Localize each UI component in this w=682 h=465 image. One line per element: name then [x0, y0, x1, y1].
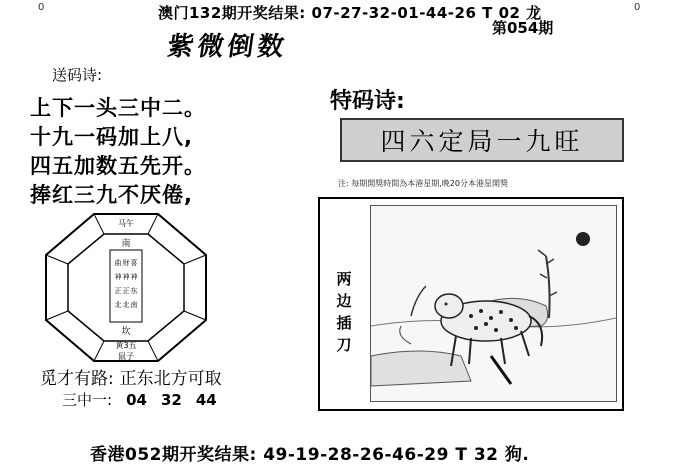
number-cell: 32	[160, 391, 182, 409]
poem-line: 上下一头三中二。	[30, 96, 206, 120]
bagua-center-bottom: 坎	[121, 327, 131, 337]
three-mid-one	[62, 389, 217, 410]
hint-line	[40, 364, 222, 389]
poem-label: 送码诗:	[52, 66, 103, 84]
bagua-bottom-outer: 鼠子	[118, 352, 134, 361]
hint-text: 正东北方可取	[119, 369, 222, 389]
illustration	[370, 205, 617, 402]
poem-line: 四五加数五先开。	[30, 154, 206, 178]
three-mid-one-label: 三中一:	[62, 391, 113, 409]
special-box: 四六定局一九旺	[340, 118, 624, 162]
bagua-diagram	[36, 210, 216, 365]
bagua-center-line: 财神正北	[122, 259, 130, 309]
special-label: 特码诗:	[330, 89, 405, 114]
page-title: 紫微倒数	[165, 32, 290, 62]
side-text-chars: 两 边 插 刀	[336, 270, 352, 354]
corner-mark-left: 0	[38, 2, 45, 13]
bagua-center-line: 喜神东南	[130, 259, 138, 309]
issue-number: 第054期	[492, 19, 554, 37]
hk-result: 香港052期开奖结果: 49-19-28-26-46-29 T 32 狗.	[90, 445, 530, 465]
hint-prefix: 觅才有路:	[40, 369, 114, 389]
macau-result: 澳门132期开奖结果: 07-27-32-01-44-26 T 02 龙	[158, 4, 542, 22]
picture-side-text	[334, 268, 354, 356]
number-cell: 04	[126, 391, 147, 409]
number-cell: 44	[195, 391, 217, 409]
corner-mark-right: 0	[634, 2, 641, 13]
leopard-illustration	[371, 206, 616, 401]
draw-note: 注: 每期開獎時間為本港星期,晚20分本港星開獎	[338, 179, 508, 188]
bagua-top-outer: 马午	[118, 219, 134, 228]
bagua-bottom-label: 黄3五	[115, 341, 137, 350]
bagua-center-top: 南	[121, 239, 131, 249]
poem-line: 十九一码加上八,	[30, 125, 193, 149]
bagua-center-line: 曲神正北	[114, 259, 122, 309]
poem-line: 捧红三九不厌倦,	[30, 183, 193, 207]
moon-icon	[576, 232, 590, 246]
